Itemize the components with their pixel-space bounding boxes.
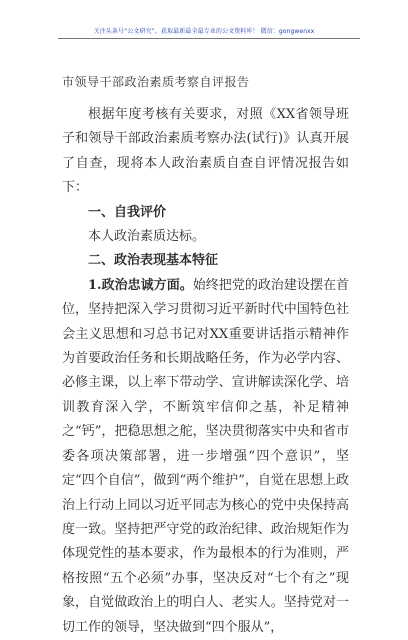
- header-banner-text: 关注头条号“公文研究”，获取最新最全最专业的公文资料库！ 微信：gongwenxx: [93, 28, 315, 35]
- political-loyalty-text: 始终把党的政治建设摆在首位，坚持把深入学习贯彻习近平新时代中国特色社会主义思想和习总书记对XX重要讲话指示精神作为首要政治任务和长期战略任务，作为必学内容、必修主课，以上率下带动学、宣讲解读深化学、培训教育深入学，不断筑牢信仰之基，补足精神之“钙”，把稳思想之舵，坚决贯彻落实中央和省市委各项决策部署，进一步增强“四个意识”，坚定“四个自信”，做到“两个维护”，自觉在思想上政治上行动上同以习近平同志为核心的党中央保持高度一致。坚持把严守党的政治纪律、政治规矩作为体现党性的基本要求，作为最根本的行为准则，严格按照“五个必须”办事，坚决反对“七个有之”现象，自觉做政治上的明白人、老实人。坚持党对一切工作的领导，坚决做到“四个服从”，: [62, 277, 349, 635]
- political-loyalty-paragraph: [62, 274, 349, 640]
- document-title: 市领导干部政治素质考察自评报告: [62, 75, 250, 89]
- header-divider: [58, 38, 360, 39]
- section-heading-self-evaluation: 一、自我评价: [88, 204, 167, 220]
- self-evaluation-text: 本人政治素质达标。: [88, 229, 206, 245]
- intro-paragraph: 根据年度考核有关要求，对照《XX省领导班子和领导干部政治素质考察办法(试行)》认真开展了自查，现将本人政治素质自查自评情况报告如下：: [62, 107, 349, 196]
- document-body: [62, 103, 349, 640]
- political-loyalty-title: 1.政治忠诚方面。: [88, 277, 193, 293]
- section-heading-political-performance: 二、政治表现基本特征: [88, 253, 219, 269]
